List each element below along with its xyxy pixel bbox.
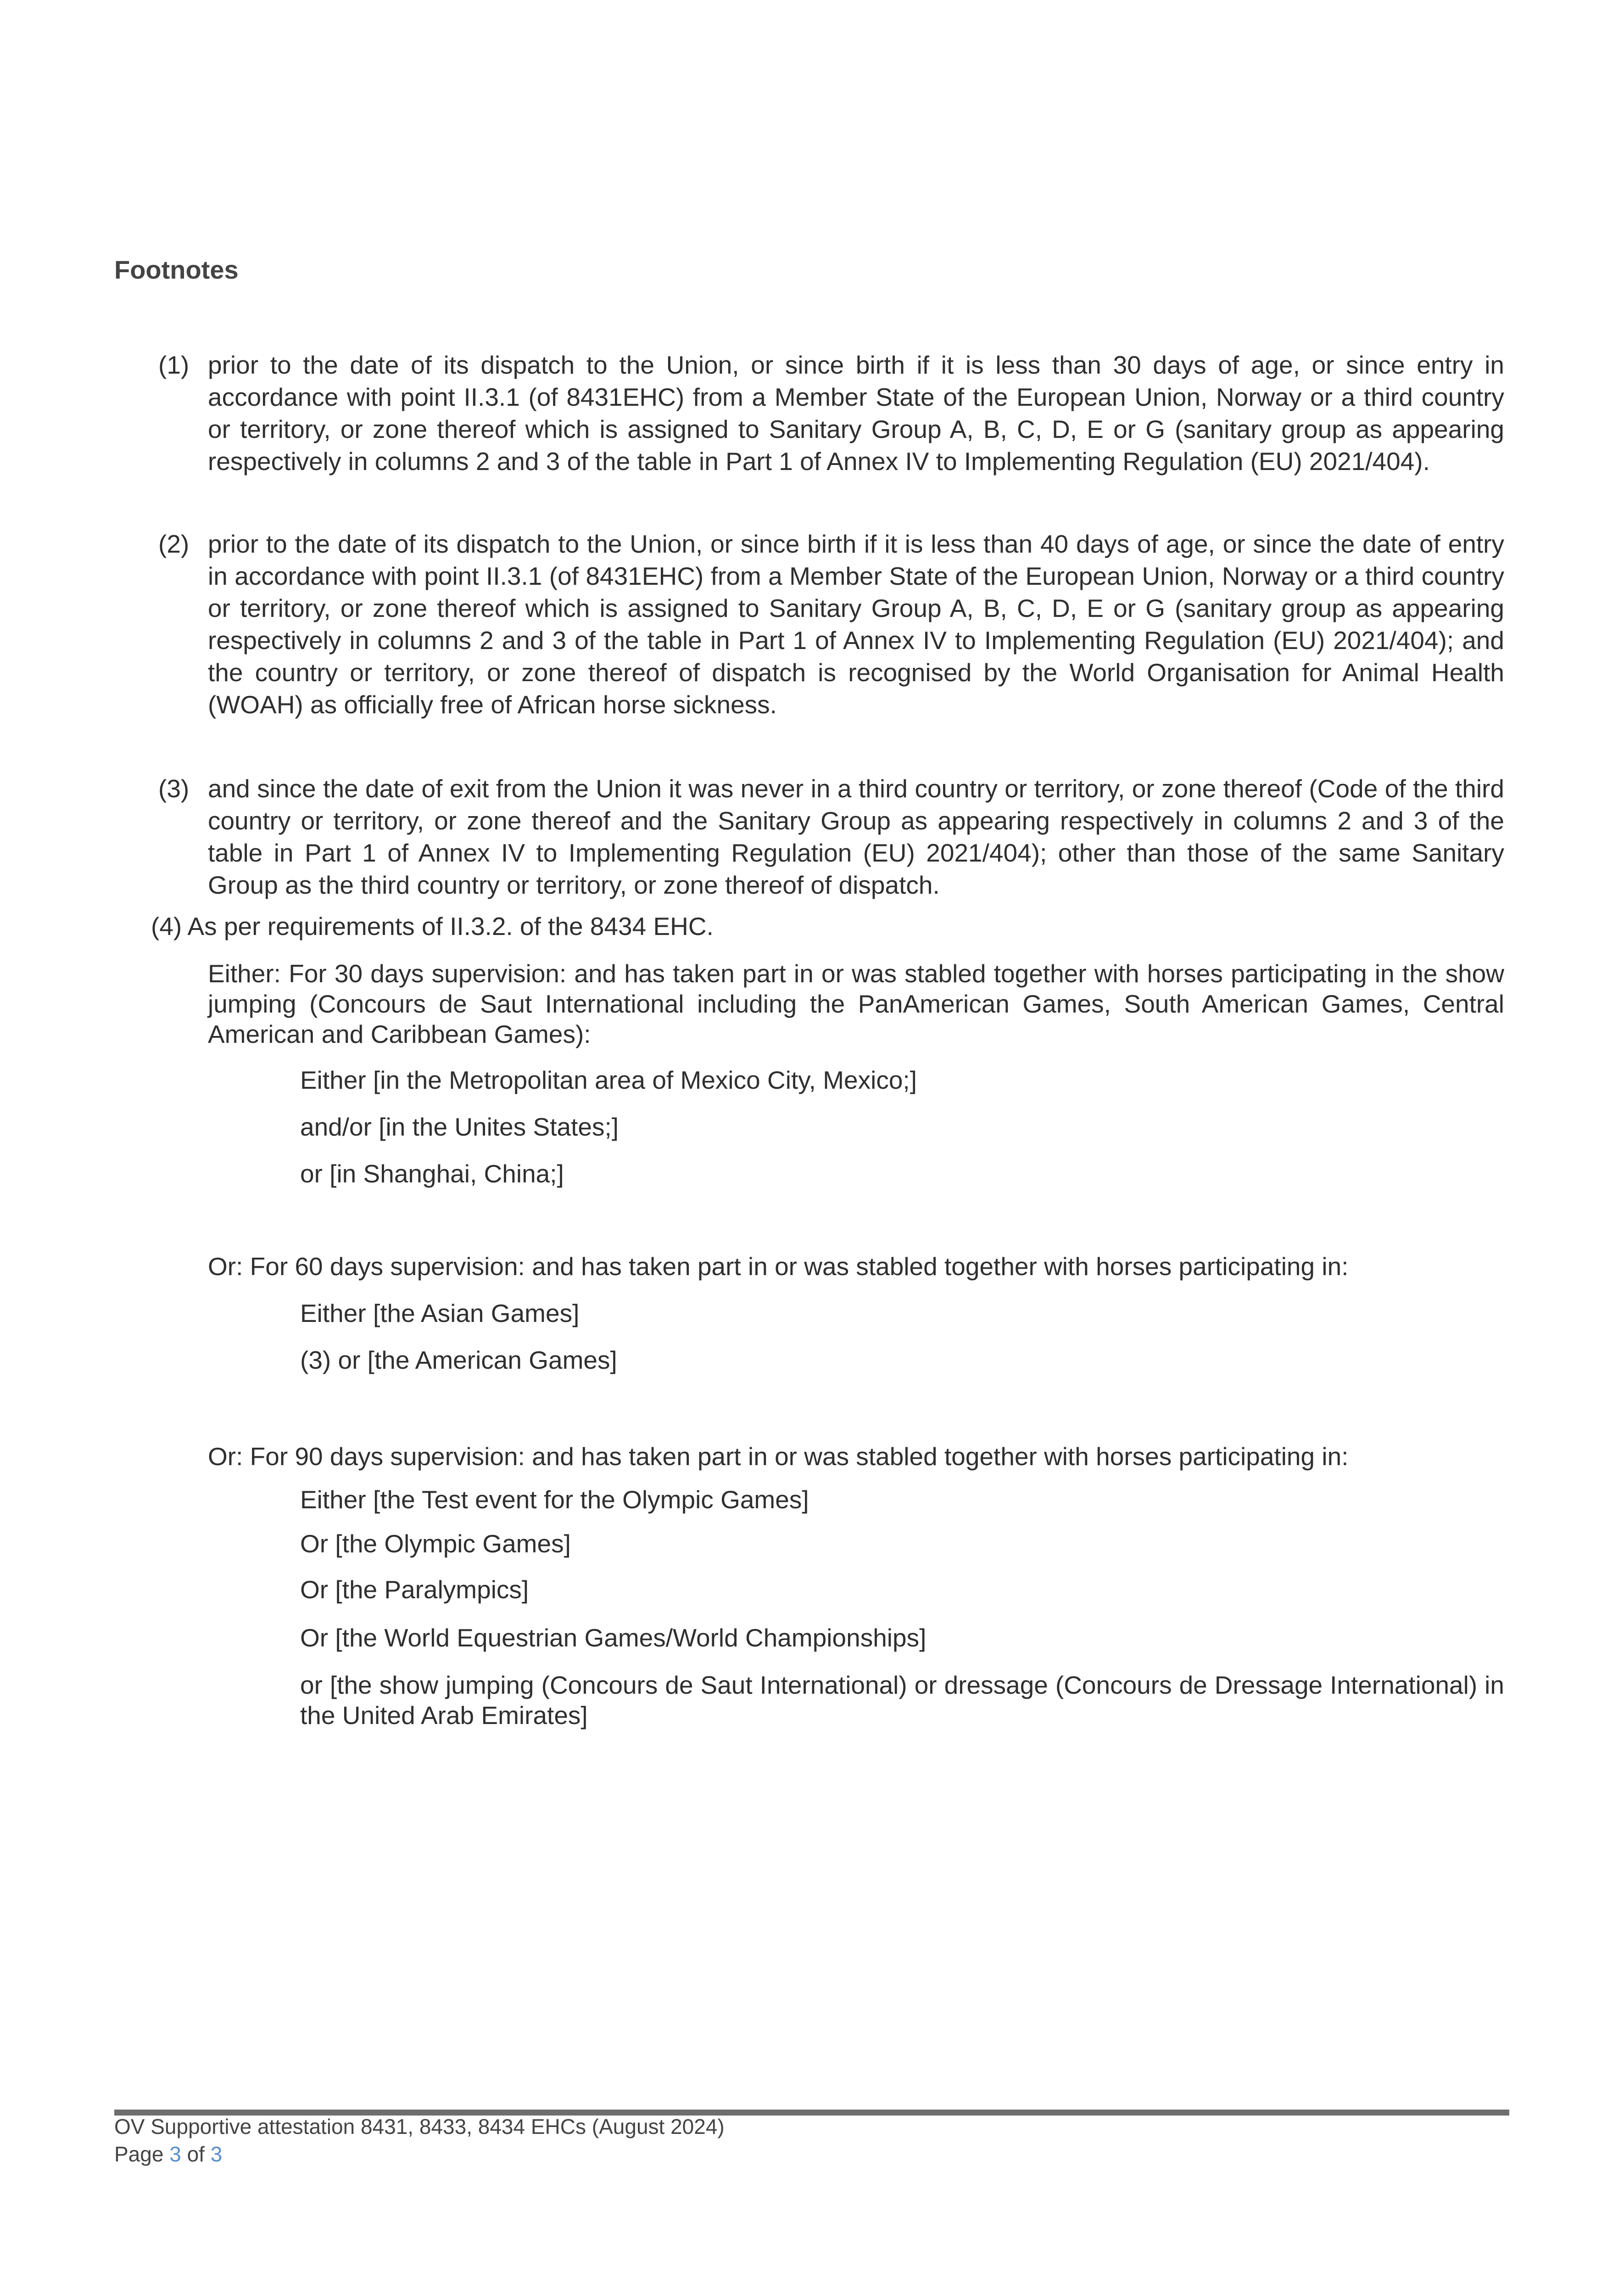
list-item: (3) or [the American Games] [300, 1346, 617, 1374]
list-item: Either [the Test event for the Olympic Games] [300, 1485, 809, 1514]
page-label: Page [114, 2142, 164, 2166]
footnote-text: prior to the date of its dispatch to the Union, or since birth if it is less than 30 days of age, or since entry in accordance with point II.3.1 (of 8431EHC) from a Member State of the European Union, Norway or a third country or territory, or zone thereof which is assigned to Sanitary Group A, B, C, D, E or G (sanitary group as appearing respectively in columns 2 and 3 of the table in Part 1 of Annex IV to Implementing Regulation (EU) 2021/404). [208, 351, 1504, 476]
list-item: Either [the Asian Games] [300, 1299, 580, 1327]
footnote-text: and since the date of exit from the Union it was never in a third country or territory, or zone thereof (Code of the third country or territory, or zone thereof and the Sanitary Group as appearing respectively in columns 2 and 3 of the table in Part 1 of Annex IV to Implementing Regulation (EU) 2021/404); other than those of the same Sanitary Group as the third country or territory, or zone thereof of dispatch. [208, 774, 1504, 899]
footnote-4-title: (4) As per requirements of II.3.2. of the 8434 EHC. [151, 912, 714, 940]
footnote-2 [158, 528, 1504, 721]
option-60-days: Or: For 60 days supervision: and has taken part in or was stabled together with horses participating in: [208, 1252, 1349, 1281]
footnote-number: (1) [158, 351, 190, 379]
footnote-text: prior to the date of its dispatch to the Union, or since birth if it is less than 40 days of age, or since the date of entry in accordance with point II.3.1 (of 8431EHC) from a Member State of the European Union, Norway or a third country or territory, or zone thereof which is assigned to Sanitary Group A, B, C, D, E or G (sanitary group as appearing respectively in columns 2 and 3 of the table in Part 1 of Annex IV to Implementing Regulation (EU) 2021/404); and the country or territory, or zone thereof of dispatch is recognised by the World Organisation for Animal Health (WOAH) as officially free of African horse sickness. [208, 530, 1504, 719]
current-page: 3 [169, 2142, 181, 2166]
option-30-days: Either: For 30 days supervision: and has taken part in or was stabled together with horses participating in the show jumping (Concours de Saut International including the PanAmerican Games, South American Games, Central American and Caribbean Games): [208, 959, 1504, 1048]
option-90-days: Or: For 90 days supervision: and has taken part in or was stabled together with horses participating in: [208, 1442, 1349, 1471]
footer-title: OV Supportive attestation 8431, 8433, 8434 EHCs (August 2024) [114, 2115, 725, 2138]
list-item: or [in Shanghai, China;] [300, 1159, 564, 1188]
footnote-number: (2) [158, 530, 190, 558]
list-item: Or [the Paralympics] [300, 1575, 529, 1604]
page-number [114, 2142, 222, 2166]
list-item: or [the show jumping (Concours de Saut International) or dressage (Concours de Dressage International) in the United Arab Emirates] [300, 1671, 1504, 1730]
list-item: and/or [in the Unites States;] [300, 1113, 619, 1141]
list-item: Or [the World Equestrian Games/World Championships] [300, 1623, 926, 1652]
footnotes-heading: Footnotes [114, 255, 239, 284]
footnote-1 [158, 349, 1504, 477]
footnote-number: (3) [158, 774, 190, 803]
total-pages: 3 [210, 2142, 223, 2166]
list-item: Or [the Olympic Games] [300, 1529, 571, 1558]
list-item: Either [in the Metropolitan area of Mexico City, Mexico;] [300, 1066, 917, 1094]
of-label: of [187, 2142, 205, 2166]
footnote-3 [158, 772, 1504, 901]
